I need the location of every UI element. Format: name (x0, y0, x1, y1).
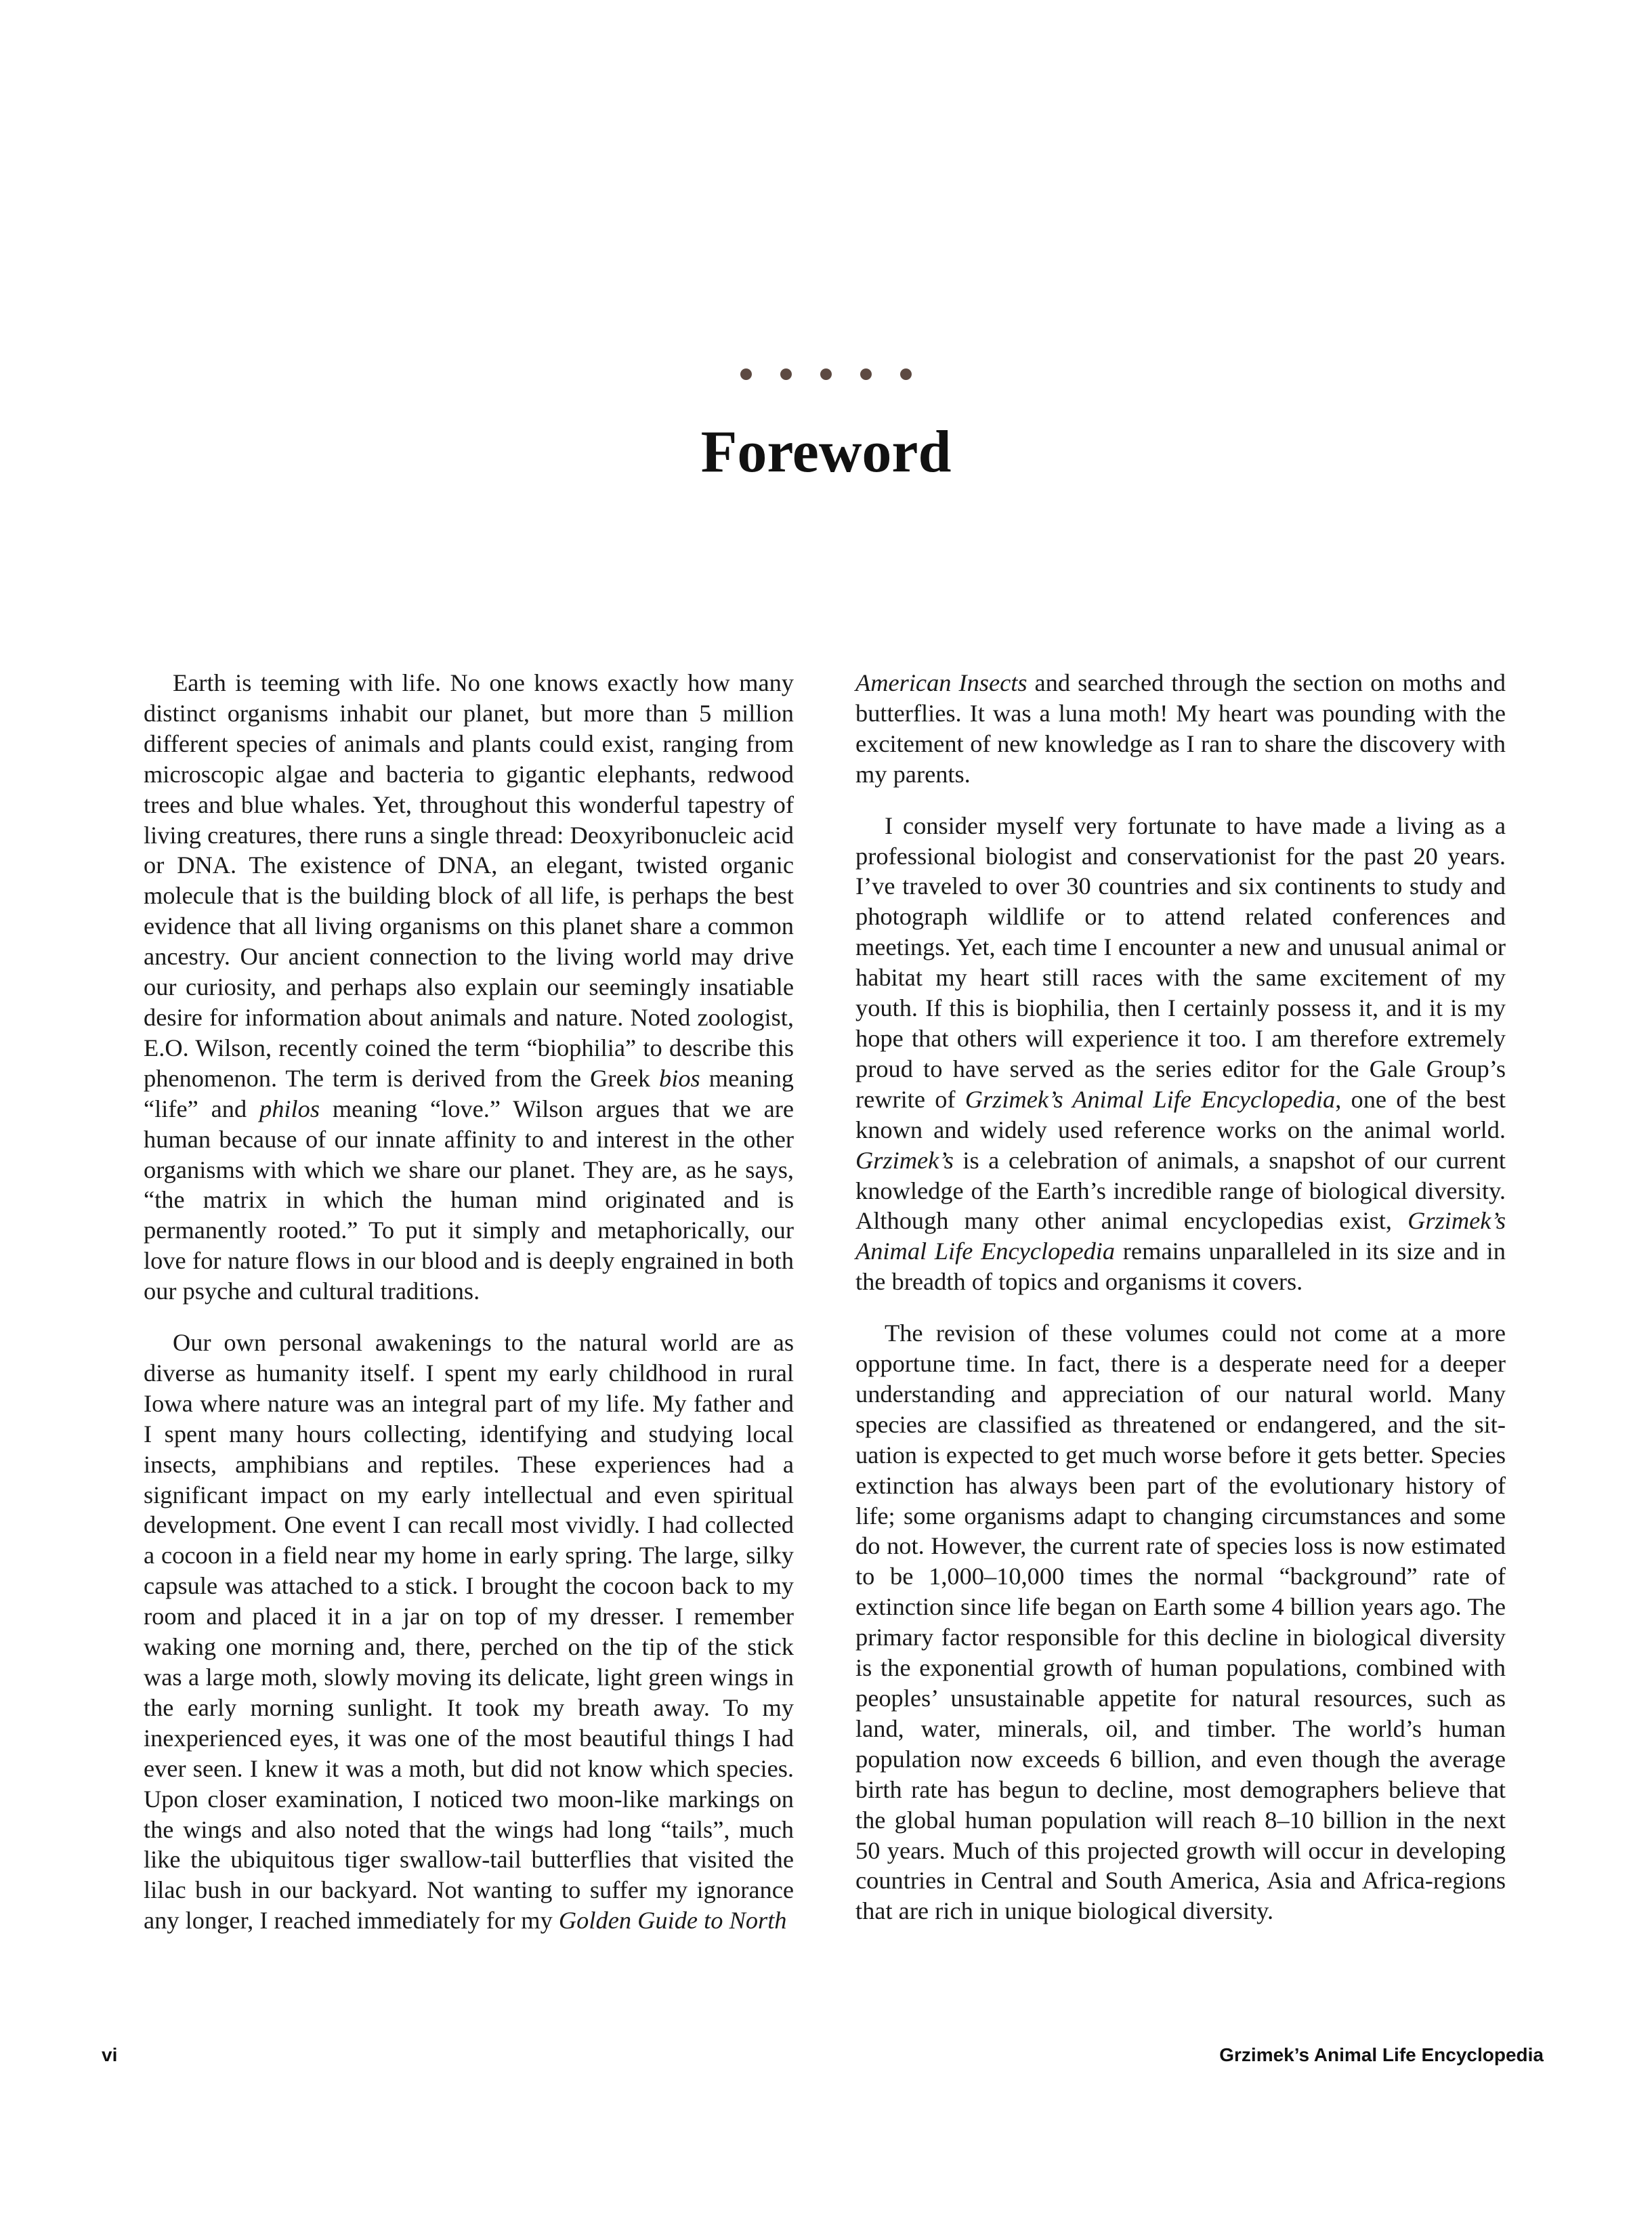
text-run: , one of the best known and widely used reference works on the animal world. (855, 1085, 1506, 1143)
text-run: Earth is teeming with life. No one knows exactly how many distinct organisms inhabit our planet, but more than 5 million different species of animals and plants could exist, ranging from microscopic algae and bacteria to gigantic elephants, redwood trees and blue whales. Yet, throughout this wonderful tapestry of living creatures, there runs a single thread: Deoxyribonucleic acid or DNA. The existence of DNA, an elegant, twisted organic molecule that is the building block of all life, is perhaps the best evidence that all living organisms on this planet share a common ancestry. Our ancient connection to the living world may drive our curiosity, and perhaps also explain our seemingly insatiable desire for information about animals and nature. Noted zoologist, E.O. Wilson, recently coined the term “biophilia” to describe this phenomenon. The term is derived from the Greek (144, 669, 794, 1092)
running-footer-title: Grzimek’s Animal Life Encyclopedia (1219, 2044, 1544, 2065)
text-run: Our own personal awakenings to the natural world are as diverse as humanity itself. I spent my early childhood in rural Iowa where nature was an integral part of my life. My father and I spent many hours collecting, identifying and studying local insects, amphibians and reptiles. These experiences had a significant impact on my early intellectual and even spiritual development. One event I can recall most vividly. I had collected a cocoon in a field near my home in early spring. The large, silky capsule was attached to a stick. I brought the cocoon back to my room and placed it in a jar on top of my dresser. I remember waking one morning and, there, perched on the tip of the stick was a large moth, slowly moving its delicate, light green wings in the early morning sunlight. It took my breath away. To my inexperienced eyes, it was one of the most beautiful things I had ever seen. I knew it was a moth, but did not know which species. Upon closer examination, I noticed two moon-like markings on the wings and also noted that the wings had long “tails”, much like the ubiquitous tiger swallow-tail butterflies that visited the lilac bush in our backyard. Not wanting to suffer my ignorance any longer, I reached immediately for my (144, 1329, 794, 1935)
ornament-dot (740, 368, 752, 380)
paragraph (144, 668, 794, 1307)
italic-run: American Insects (855, 669, 1028, 696)
paragraph (855, 1318, 1506, 1926)
text-run: remains unparalleled in its size and in the breadth of topics and organisms it covers. (855, 1238, 1506, 1296)
paragraph (144, 1328, 794, 1936)
right-column (855, 668, 1506, 1947)
italic-run: Grzimek’s Animal Life Encyclopedia (965, 1085, 1336, 1113)
text-run: meaning “love.” Wilson argues that we are human because of our innate affinity to and interest in the other organisms with which we share our planet. They are, as he says, “the matrix in which the human mind originated and is permanently rooted.” To put it simply and metaphorically, our love for nature flows in our blood and is deeply engrained in both our psyche and cultural traditions. (144, 1095, 794, 1305)
paragraph-continued (855, 668, 1506, 790)
ornament-dot (900, 368, 912, 380)
left-column (144, 668, 794, 1957)
text-run: The revision of these volumes could not come at a more opportune time. In fact, there is a desperate need for a deeper understanding and appreciation of our natural world. Many species are classified as threatened or endangered, and the situation is expected to get much worse before it gets better. Species extinction has always been part of the evolutionary history of life; some organisms adapt to changing circumstances and some do not. However, the current rate of species loss is now estimated to be 1,000–10,000 times the normal “background” rate of extinction since life began on Earth some 4 billion years ago. The primary factor responsible for this decline in biological diversity is the exponential growth of human populations, combined with peoples’ unsustainable appetite for natural resources, such as land, water, minerals, oil, and timber. The world’s human population now exceeds 6 billion, and even though the average birth rate has begun to decline, most demographers believe that the global human population will reach 8–10 billion in the next 50 years. Much of this projected growth will occur in developing countries in Central and South America, Asia and Africa-regions that are rich in unique biological diversity. (855, 1319, 1506, 1925)
title-ornament (0, 368, 1652, 380)
text-run: is a celebration of animals, a snapshot of our current knowledge of the Earth’s incredible range of biological diversity. Although many other animal encyclopedias exist, (855, 1146, 1506, 1235)
text-run: I consider myself very fortunate to have made a living as a professional biologist and conservationist for the past 20 years. I’ve traveled to over 30 countries and six continents to study and photograph wildlife or to attend related conferences and meetings. Yet, each time I encounter a new and unusual animal or habitat my heart still races with the same excitement of my youth. If this is biophilia, then I certainly possess it, and it is my hope that others will experience it too. I am therefore extremely proud to have served as the series editor for the Gale Group’s rewrite of (855, 811, 1506, 1113)
italic-run: Golden Guide to North (558, 1907, 787, 1935)
page-title: Foreword (700, 419, 952, 485)
ornament-dot (820, 368, 832, 380)
italic-run: bios (659, 1064, 700, 1092)
text-run: and searched through the section on moths and butterflies. It was a luna moth! My heart was pounding with the excitement of new knowledge as I ran to share the discovery with my parents. (855, 669, 1506, 788)
text-run: meaning “life” and (144, 1064, 794, 1122)
italic-run: philos (259, 1095, 320, 1122)
page-number: vi (102, 2044, 118, 2065)
ornament-dot (860, 368, 872, 380)
paragraph (855, 811, 1506, 1298)
italic-run: Grzimek’s Animal Life Encyclopedia (855, 1207, 1506, 1265)
italic-run: Grzimek’s (855, 1146, 954, 1174)
ornament-dot (780, 368, 792, 380)
